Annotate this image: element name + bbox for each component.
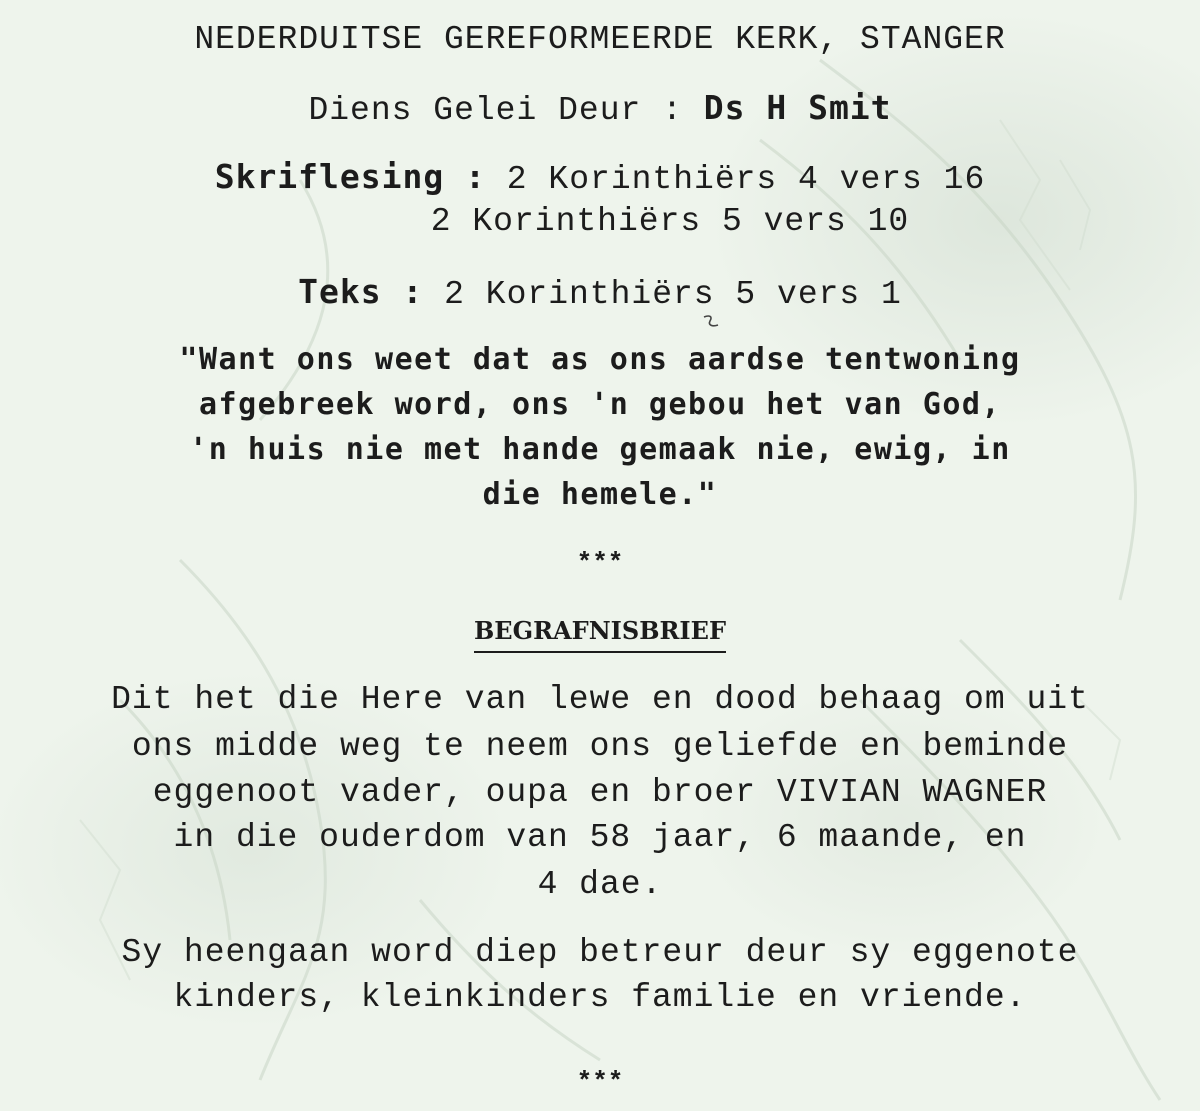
scripture-reading-1: 2 Korinthiërs 4 vers 16: [506, 161, 986, 198]
separator-stars-2: ***: [576, 1067, 624, 1097]
quote-line-4: die hemele.": [482, 477, 718, 512]
scripture-line-1: [0, 157, 1200, 200]
letter-para1-line-2: ons midde weg te neem ons geliefde en beminde: [131, 728, 1069, 765]
letter-para1-line-5: 4 dae.: [537, 866, 663, 903]
letter-para2-line-2: kinders, kleinkinders familie en vriende.: [173, 979, 1027, 1016]
service-leader-line: [0, 88, 1200, 131]
text-reference: 2 Korinthiërs 5 vers 1: [444, 276, 902, 313]
letter-para1-line-4: in die ouderdom van 58 jaar, 6 maande, en: [173, 819, 1027, 856]
text-line: [0, 272, 1200, 315]
service-leader-label: Diens Gelei Deur :: [308, 92, 683, 129]
separator-stars-1: ***: [576, 548, 624, 578]
quote-line-3: 'n huis nie met hande gemaak nie, ewig, in: [189, 432, 1011, 467]
quote-line-2: afgebreek word, ons 'n gebou het van God,: [198, 387, 1002, 422]
service-leader-name: Ds H Smit: [703, 88, 892, 127]
quote-line-1: "Want ons weet dat as ons aardse tentwoning: [179, 342, 1021, 377]
letter-para2-line-1: Sy heengaan word diep betreur deur sy eggenote: [121, 934, 1079, 971]
letter-heading-wrap: [0, 616, 1200, 653]
letter-para1-line-1: Dit het die Here van lewe en dood behaag om uit: [111, 681, 1089, 718]
scripture-line-2: [0, 202, 1200, 242]
handwritten-mark: [700, 312, 724, 332]
letter-para1-line-3: eggenoot vader, oupa en broer VIVIAN WAGNER: [152, 774, 1048, 811]
scripture-label: Skriflesing :: [214, 157, 486, 196]
letter-heading: BEGRAFNISBRIEF: [474, 616, 726, 653]
church-name: NEDERDUITSE GEREFORMEERDE KERK, STANGER: [194, 21, 1006, 58]
text-label: Teks :: [298, 272, 424, 311]
scripture-reading-2: 2 Korinthiërs 5 vers 10: [430, 203, 910, 240]
